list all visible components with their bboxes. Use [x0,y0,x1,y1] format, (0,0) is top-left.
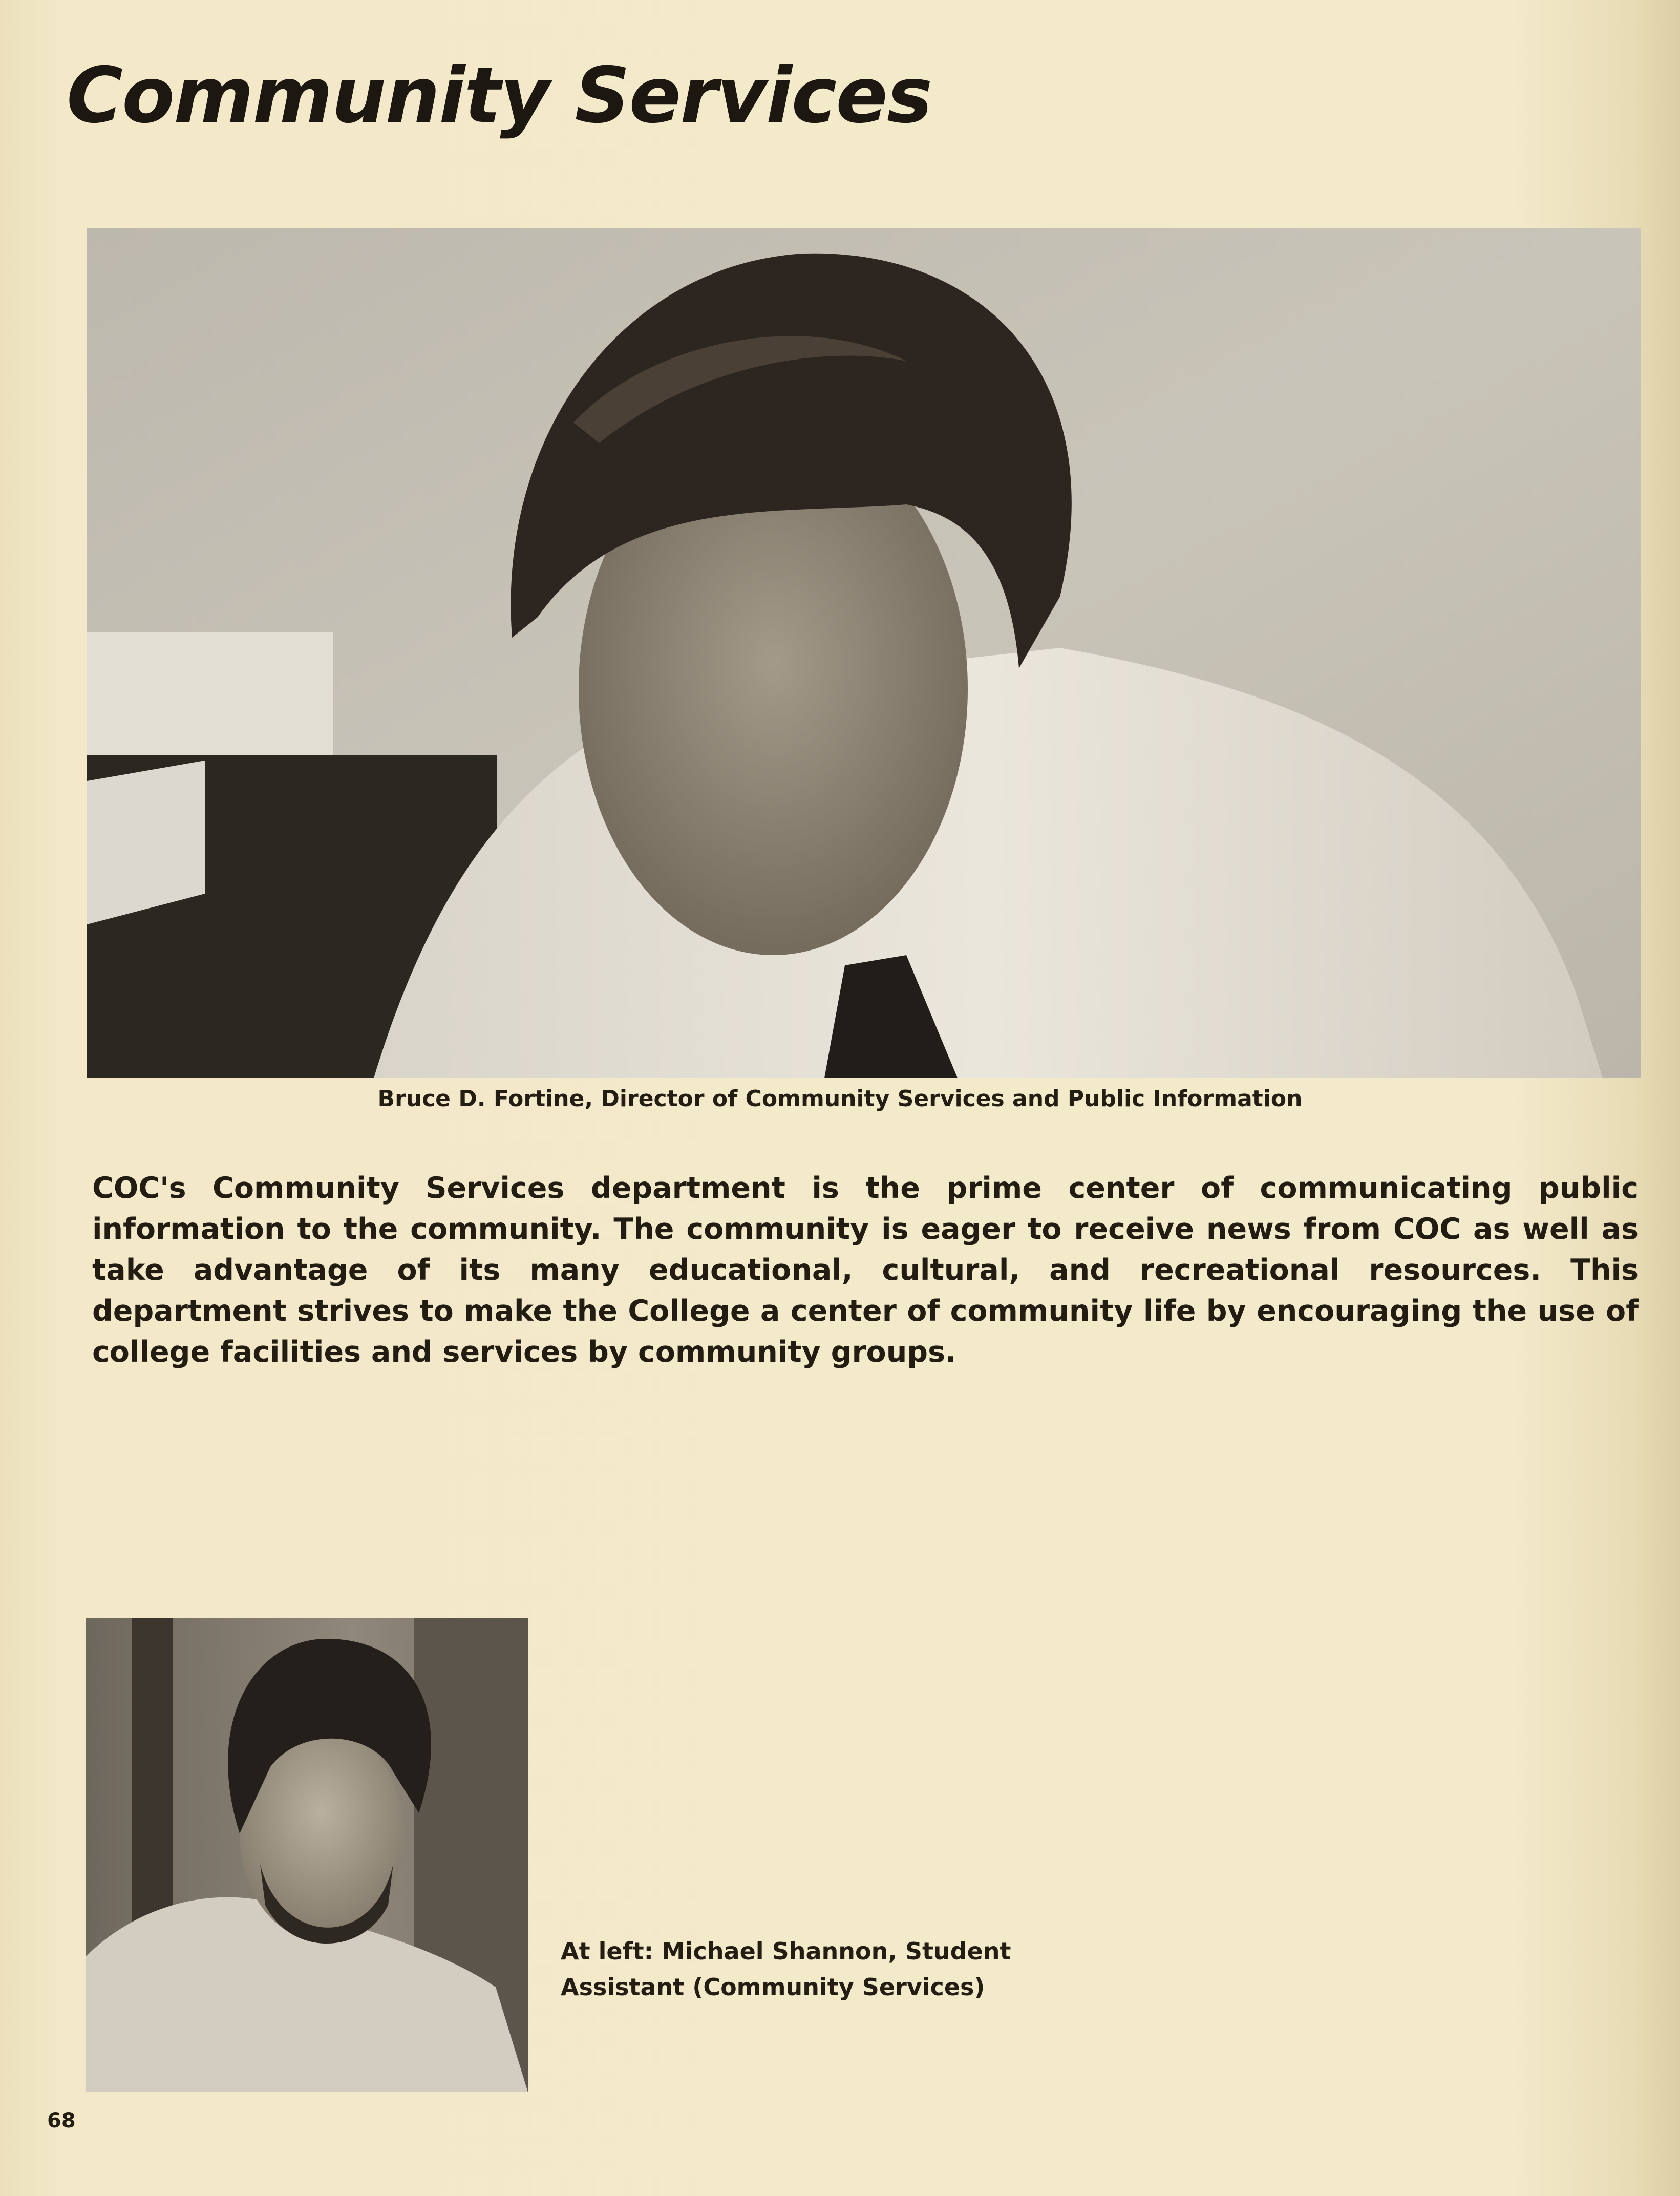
department-description: COC's Community Services department is the prime center of communicating public information to the community. The community is eager to receive news from COC as well as take advantage of its many educational, cultural, and recreational resources. This department strives to make the College a center of community life by encouraging the use of college facilities and services by community groups. [92,1171,1639,1369]
student-assistant-caption: At left: Michael Shannon, Student Assistant (Community Services) [561,1937,1011,2001]
page-title: Community Services [67,51,932,140]
page-number: 68 [47,2109,76,2132]
director-portrait-photo [87,228,1641,1078]
director-photo-caption: Bruce D. Fortine, Director of Community Services and Public Information [377,1086,1303,1112]
student-assistant-photo [86,1618,528,2092]
